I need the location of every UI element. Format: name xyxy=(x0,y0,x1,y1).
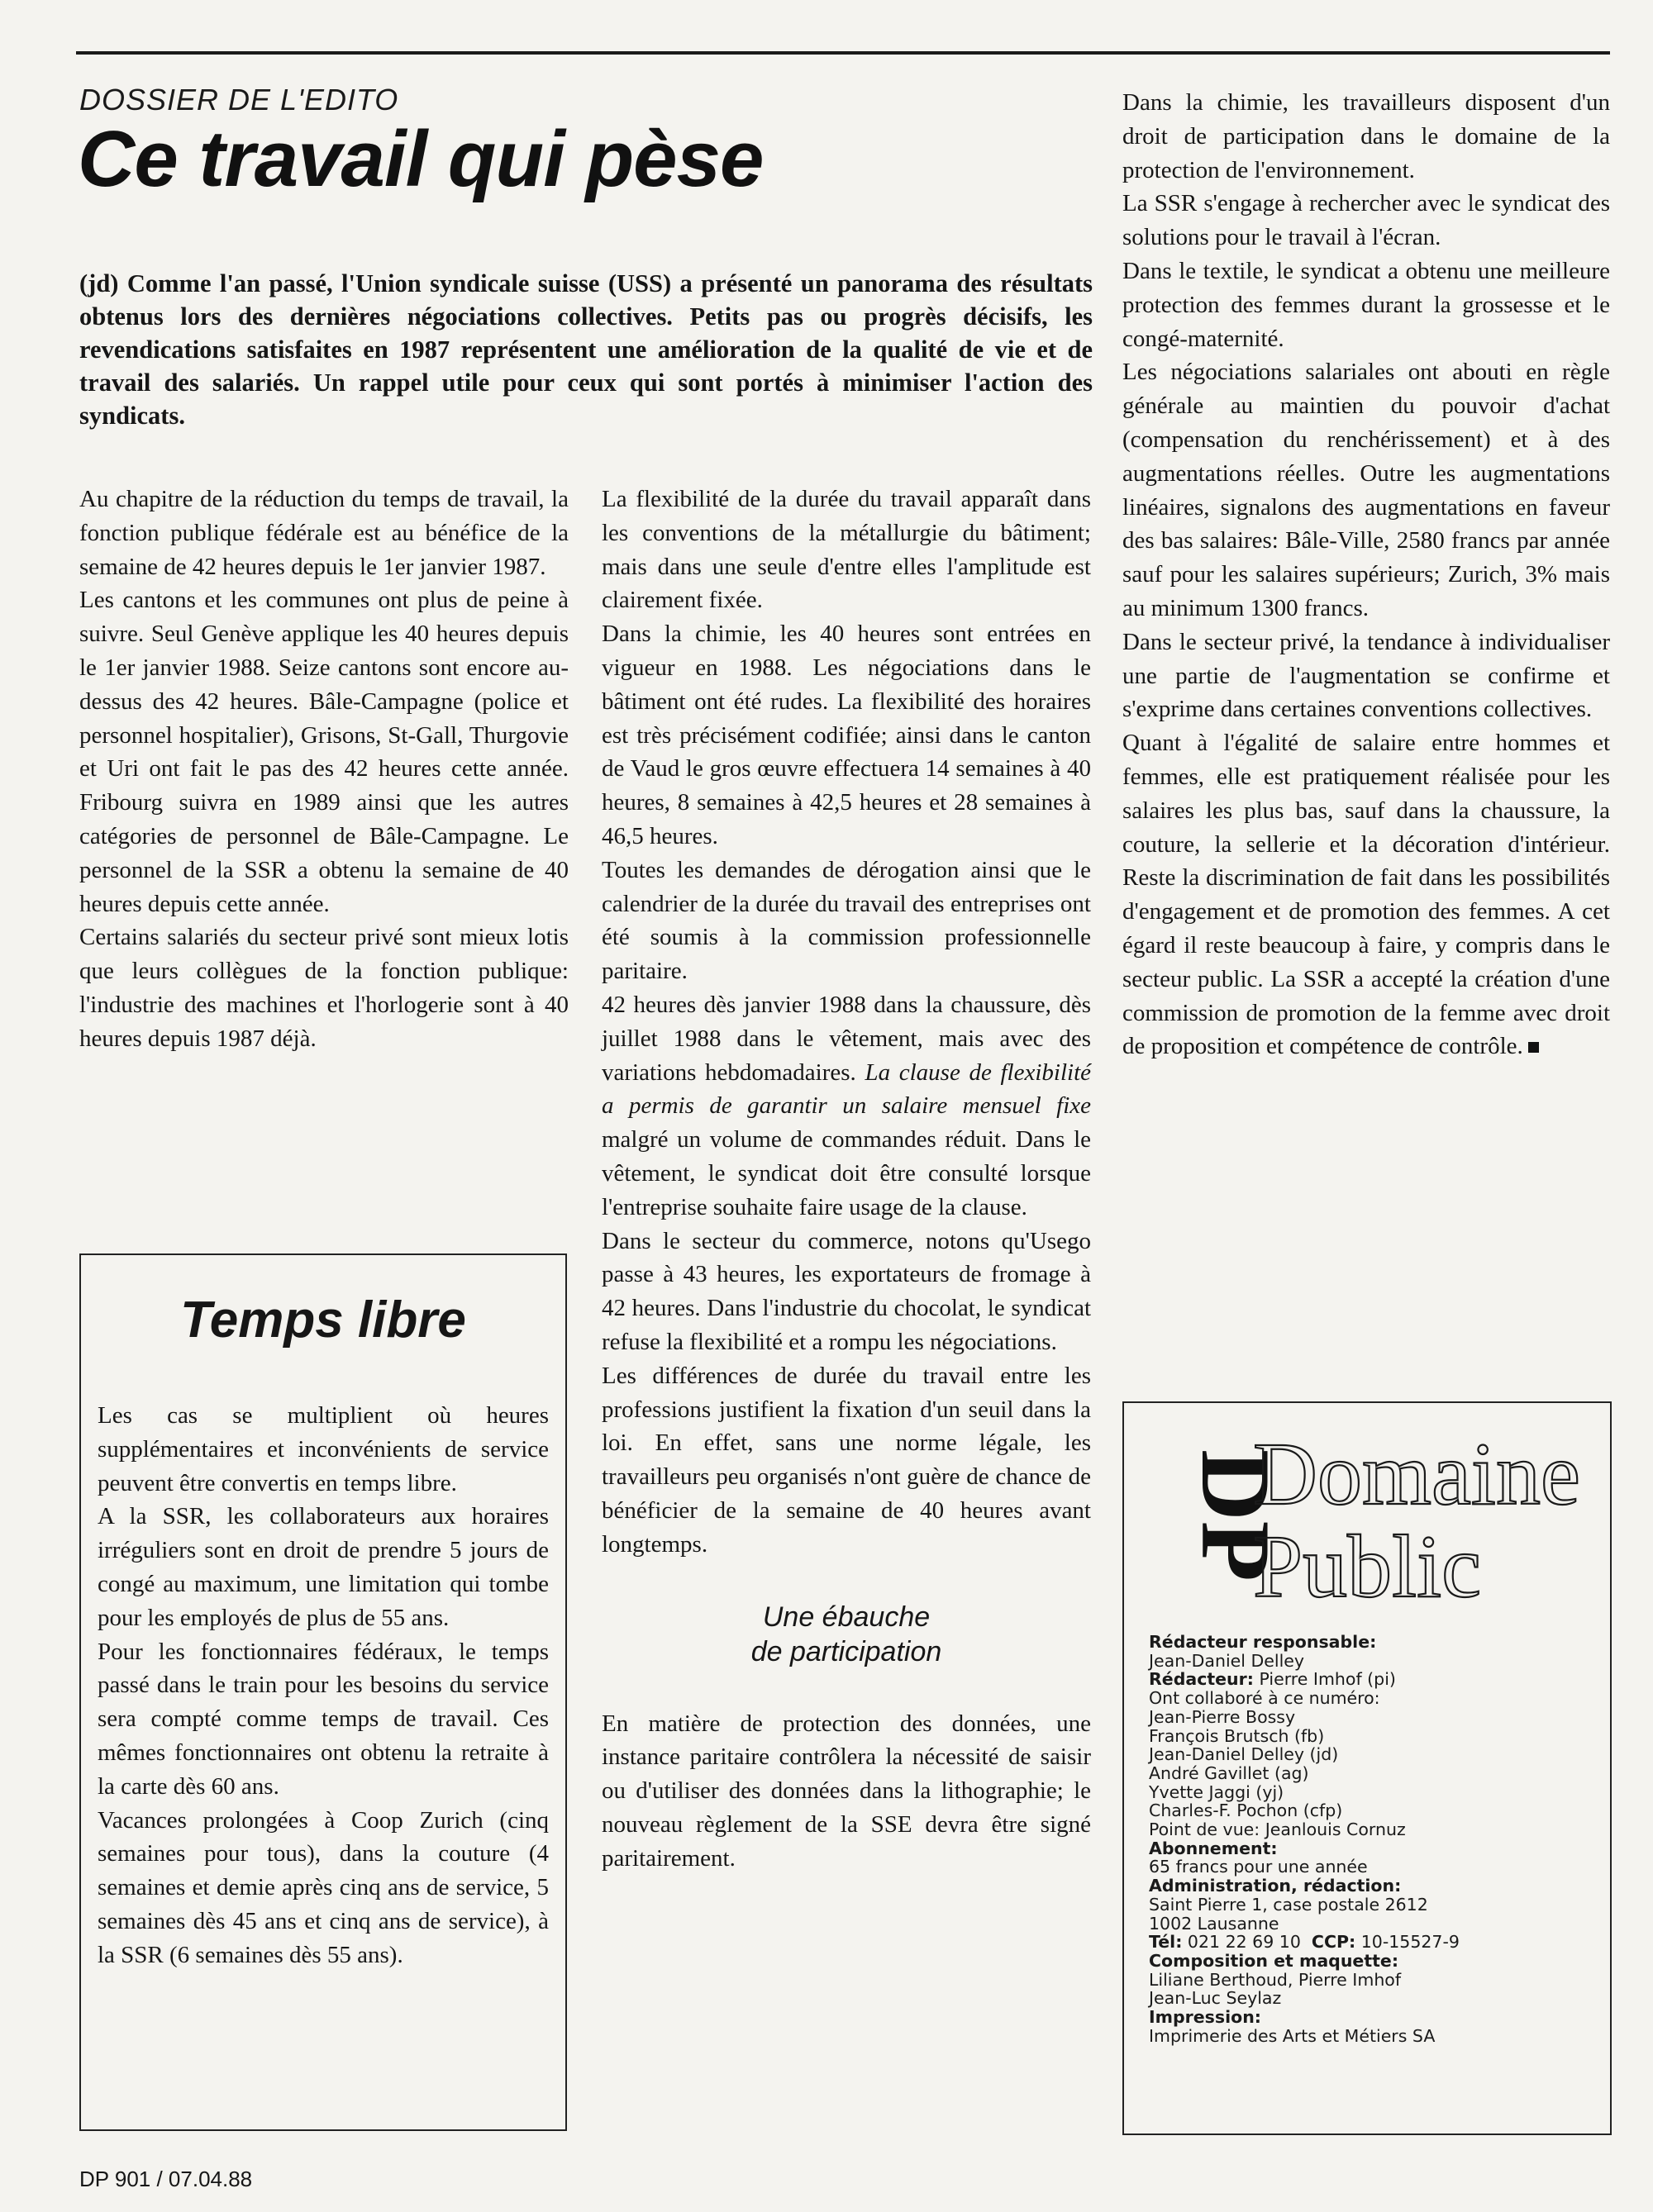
masthead-value: Saint Pierre 1, case postale 2612 xyxy=(1149,1894,1428,1915)
masthead-value: 1002 Lausanne xyxy=(1149,1913,1279,1934)
masthead-value: Imprimerie des Arts et Métiers SA xyxy=(1149,2025,1436,2046)
paragraph: Dans le textile, le syndicat a obtenu une meilleure protection des femmes durant la grossesse et le congé-maternité. xyxy=(1122,257,1610,352)
paragraph xyxy=(602,988,1091,1225)
paragraph: En matière de protection des données, une instance paritaire contrôlera la nécessité de saisir ou d'utiliser des données dans la lithographie; le nouveau règlement de la SSE devra être signé paritairement. xyxy=(602,1710,1091,1872)
paragraph: Dans le secteur privé, la tendance à individualiser une partie de l'augmentation se confirme et s'exprime dans certaines conventions collectives. xyxy=(1122,628,1610,723)
masthead-value: Liliane Berthoud, Pierre Imhof xyxy=(1149,1969,1402,1990)
dp-logo-text: DP xyxy=(1181,1449,1291,1582)
article-column-1 xyxy=(79,483,569,1056)
masthead-value: Jean-Daniel Delley xyxy=(1149,1650,1305,1671)
masthead-label: Abonnement: xyxy=(1149,1838,1278,1858)
article-title: Ce travail qui pèse xyxy=(78,115,764,203)
masthead-value: 021 22 69 10 xyxy=(1187,1932,1301,1953)
top-rule xyxy=(76,51,1610,55)
masthead-label: Ont collaboré à ce numéro: xyxy=(1149,1688,1380,1709)
subheading-line-2: de participation xyxy=(750,1635,942,1667)
masthead-label: Impression: xyxy=(1149,2007,1261,2028)
domaine-public-logo xyxy=(1248,1425,1595,1615)
masthead-label: Composition et maquette: xyxy=(1149,1950,1399,1971)
article-lead: (jd) Comme l'an passé, l'Union syndicale suisse (USS) a présenté un panorama des résultats obtenus lors des dernières négociations collectives. Petits pas ou progrès décisifs, les revendications satisfaites en 1987 représentent une amélioration de la qualité de vie et de travail des salariés. Un rappel utile pour ceux qui sont portés à minimiser l'action des syndicats. xyxy=(79,269,1093,430)
masthead-credits xyxy=(1149,1633,1595,2045)
paragraph: Dans la chimie, les 40 heures sont entrées en vigueur en 1988. Les négociations dans le bâtiment ont été rudes. La flexibilité des horaires est très précisément codifiée; ainsi dans le canton de Vaud le gros œuvre effectuera 14 semaines à 40 heures, 8 semaines à 42,5 heures et 28 semaines à 46,5 heures. xyxy=(602,621,1091,849)
paragraph: Les cantons et les communes ont plus de peine à suivre. Seul Genève applique les 40 heures depuis le 1er janvier 1988. Seize cantons sont encore au-dessus des 42 heures. Bâle-Campagne (police et personnel hospitalier), Grisons, St-Gall, Thurgovie et Uri ont fait le pas des 42 heures cette année. Fribourg suivra en 1989 ainsi que les autres catégories de personnel de Bâle-Campagne. Le personnel de la SSR a obtenu la semaine de 40 heures depuis cette année. xyxy=(79,587,569,917)
collaborator: Jean-Daniel Delley (jd) xyxy=(1149,1744,1339,1765)
collaborator: François Brutsch (fb) xyxy=(1149,1725,1325,1746)
paragraph: Certains salariés du secteur privé sont mieux lotis que leurs collègues de la fonction publique: l'industrie des machines et l'horlogerie sont à 40 heures depuis 1987 déjà. xyxy=(79,924,569,1052)
paragraph xyxy=(1122,726,1610,1063)
masthead-label: CCP: xyxy=(1311,1932,1356,1953)
paragraph-text: Quant à l'égalité de salaire entre hommes et femmes, elle est pratiquement réalisée pour les salaires les plus bas, sauf dans la chaussure, la couture, la sellerie et la décoration d'intérieur. Reste la discrimination de fait dans les possibilités d'engagement et de promotion des femmes. A cet égard il reste beaucoup à faire, y compris dans le secteur public. La SSR a accepté la création d'une commission de promotion de la femme avec droit de proposition et compétence de contrôle. xyxy=(1122,730,1610,1060)
section-kicker: DOSSIER DE L'EDITO xyxy=(79,83,399,117)
masthead-label: Rédacteur responsable: xyxy=(1149,1632,1377,1652)
masthead-label: Administration, rédaction: xyxy=(1149,1876,1402,1896)
article-column-3 xyxy=(1122,86,1610,1063)
logo-word-public: Public xyxy=(1253,1518,1482,1616)
collaborator: Jean-Pierre Bossy xyxy=(1149,1706,1296,1727)
paragraph: Les différences de durée du travail entre les professions justifient la fixation d'un seuil dans la loi. En effet, sans une norme légale, les travailleurs peu organisés n'ont guère de chance de bénéficier de la semaine de 40 heures avant longtemps. xyxy=(602,1362,1091,1558)
paragraph: Dans le secteur du commerce, notons qu'Usego passe à 43 heures, les exportateurs de fromage à 42 heures. Dans l'industrie du chocolat, le syndicat refuse la flexibilité et a rompu les négociations. xyxy=(602,1227,1091,1355)
paragraph: La flexibilité de la durée du travail apparaît dans les conventions de la métallurgie du bâtiment; mais dans une seule d'entre elles l'amplitude est clairement fixée. xyxy=(602,486,1091,614)
masthead-label: Tél: xyxy=(1149,1932,1183,1953)
end-of-article-square-icon xyxy=(1528,1042,1539,1053)
issue-footer: DP 901 / 07.04.88 xyxy=(79,2167,253,2191)
article-column-2 xyxy=(602,483,1091,1875)
collaborator: Point de vue: Jeanlouis Cornuz xyxy=(1149,1820,1406,1840)
masthead-value: 10-15527-9 xyxy=(1360,1932,1460,1953)
paragraph: A la SSR, les collaborateurs aux horaires irréguliers sont en droit de prendre 5 jours de congé au maximum, une limitation qui tombe pour les employés de plus de 55 ans. xyxy=(98,1503,549,1631)
paragraph: La SSR s'engage à rechercher avec le syndicat des solutions pour le travail à l'écran. xyxy=(1122,190,1610,251)
paragraph: Toutes les demandes de dérogation ainsi que le calendrier de la durée du travail des entreprises ont été soumis à la commission professionnelle paritaire. xyxy=(602,856,1091,985)
dp-logo-letters xyxy=(1157,1438,1291,1586)
italic-emphasis: La clause de flexibilité a permis de garantir un salaire mensuel fixe xyxy=(602,1058,1091,1120)
masthead-value: Pierre Imhof (pi) xyxy=(1259,1669,1396,1690)
sidebar-box-temps-libre xyxy=(79,1253,567,2131)
subheading-line-1: Une ébauche xyxy=(762,1601,931,1633)
masthead-label: Rédacteur: xyxy=(1149,1669,1254,1690)
paragraph: Pour les fonctionnaires fédéraux, le temps passé dans le train pour les besoins du service sera compté comme temps de travail. Ces mêmes fonctionnaires ont obtenu la retraite à la carte dès 60 ans. xyxy=(98,1638,549,1800)
masthead-value: 65 francs pour une année xyxy=(1149,1857,1368,1877)
paragraph-text: 42 heures dès janvier 1988 dans la chaussure, dès juillet 1988 dans le vêtement, mais avec des variations hebdomadaires. xyxy=(602,991,1091,1086)
masthead-value: Jean-Luc Seylaz xyxy=(1149,1988,1282,2009)
sidebar-box-title: Temps libre xyxy=(180,1292,466,1349)
collaborator: Yvette Jaggi (yj) xyxy=(1149,1781,1284,1802)
subheading xyxy=(602,1600,1091,1669)
paragraph-text: malgré un volume de commandes réduit. Dans le vêtement, le syndicat doit être consulté lorsque l'entreprise souhaite faire usage de la clause. xyxy=(602,1126,1091,1220)
collaborator: André Gavillet (ag) xyxy=(1149,1762,1309,1783)
logo-word-domaine: Domaine xyxy=(1253,1425,1580,1524)
paragraph: Au chapitre de la réduction du temps de travail, la fonction publique fédérale est au bénéfice de la semaine de 42 heures depuis le 1er janvier 1987. xyxy=(79,486,569,580)
paragraph: Les négociations salariales ont abouti en règle générale au maintien du pouvoir d'achat (compensation du renchérissement) et à des augmentations réelles. Outre les augmentations linéaires, signalons des augmentations en faveur des bas salaires: Bâle-Ville, 2580 francs par année sauf pour les salaires supérieurs; Zurich, 3% mais au minimum 1300 francs. xyxy=(1122,359,1610,621)
collaborator: Charles-F. Pochon (cfp) xyxy=(1149,1801,1343,1821)
paragraph: Vacances prolongées à Coop Zurich (cinq semaines pour tous), dans la couture (4 semaines et demie après cinq ans de service, 5 semaines dès 45 ans et cinq ans de service), à la SSR (6 semaines dès 55 ans). xyxy=(98,1806,549,1968)
masthead-box xyxy=(1122,1401,1612,2135)
paragraph: Dans la chimie, les travailleurs disposent d'un droit de participation dans le domaine de la protection de l'environnement. xyxy=(1122,89,1610,183)
paragraph: Les cas se multiplient où heures supplémentaires et inconvénients de service peuvent être convertis en temps libre. xyxy=(98,1402,549,1496)
